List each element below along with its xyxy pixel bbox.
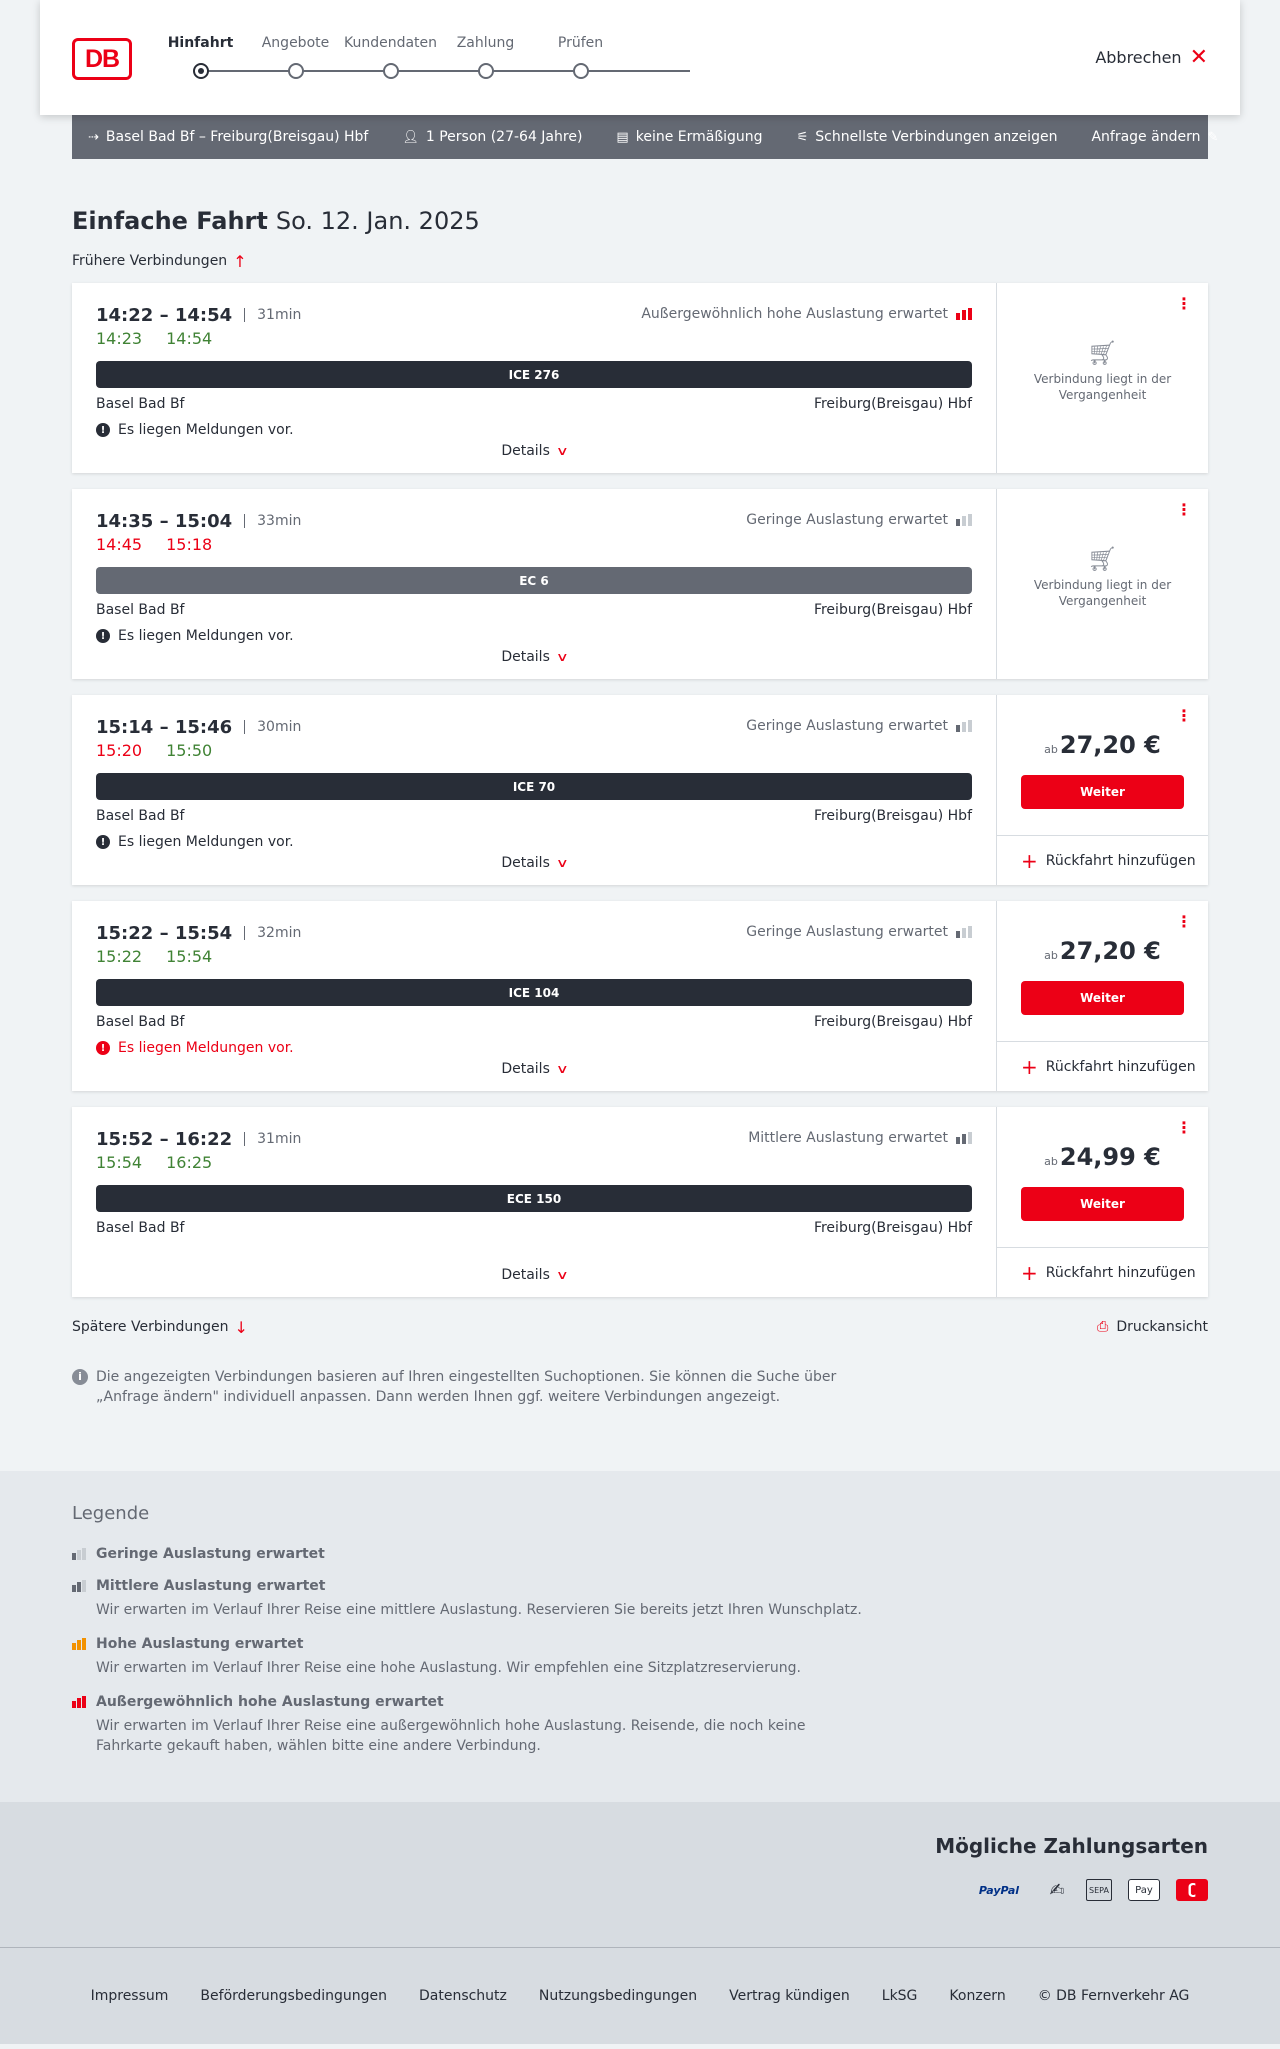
details-label: Details: [501, 1267, 550, 1283]
message-text: Es liegen Meldungen vor.: [118, 422, 294, 438]
message-text: Es liegen Meldungen vor.: [118, 1040, 294, 1056]
price-display: [997, 937, 1208, 965]
realtime-arrival: 15:54: [166, 947, 213, 966]
occupancy-exceptional-icon: [72, 1696, 88, 1708]
more-options-icon[interactable]: ⋮: [1176, 500, 1192, 519]
legend-title: Legende: [72, 1503, 150, 1524]
trip-duration: 30min: [244, 720, 301, 734]
trip-duration: 31min: [244, 1132, 301, 1146]
realtime-arrival: 16:25: [166, 1153, 213, 1172]
occupancy-text: Mittlere Auslastung erwartet: [748, 1130, 948, 1146]
booking-progress-steps: [167, 35, 730, 85]
step-label: Kundendaten: [343, 35, 438, 51]
alert-icon: !: [96, 1041, 110, 1055]
step-pruefen[interactable]: [518, 35, 643, 55]
realtime-times: [96, 535, 972, 555]
print-view-link[interactable]: [1097, 1319, 1208, 1335]
price-value: 27,20 €: [1059, 731, 1161, 759]
connection-past-notice: [997, 545, 1208, 609]
trip-duration: 31min: [244, 308, 301, 322]
footer-link-lksg[interactable]: LkSG: [881, 1988, 918, 2004]
connection-details: [72, 489, 996, 679]
db-logo[interactable]: DB: [72, 38, 132, 80]
more-options-icon[interactable]: ⋮: [1176, 706, 1192, 725]
connection-message[interactable]: [96, 1038, 972, 1058]
footer-link-datenschutz[interactable]: Datenschutz: [418, 1988, 507, 2004]
connection-message[interactable]: [96, 626, 972, 646]
cart-unavailable-icon: 🛒︎: [1087, 545, 1118, 573]
legend-section: [0, 1471, 1280, 1802]
plus-icon: +: [1021, 1260, 1038, 1285]
occupancy-icon: [956, 514, 972, 526]
destination-station: Freiburg(Breisgau) Hbf: [813, 396, 972, 412]
realtime-departure: 14:23: [96, 329, 143, 348]
legend-item-title: Mittlere Auslastung erwartet: [96, 1578, 326, 1594]
realtime-arrival: 14:54: [166, 329, 213, 348]
db-bonus-icon: ʗ: [1176, 1879, 1208, 1901]
realtime-times: [96, 1153, 972, 1173]
connection-card[interactable]: [72, 695, 1208, 885]
occupancy-icon: [956, 1132, 972, 1144]
arrow-down-icon: ↓: [234, 1317, 248, 1337]
destination-station: Freiburg(Breisgau) Hbf: [813, 1220, 972, 1236]
add-return-trip-button[interactable]: [997, 835, 1208, 885]
step-dot: [478, 63, 494, 79]
edit-request-button[interactable]: [1091, 129, 1218, 145]
search-info-note: [72, 1367, 862, 1407]
details-label: Details: [501, 443, 550, 459]
step-dot: [383, 63, 399, 79]
later-connections-link[interactable]: [72, 1318, 248, 1337]
edit-request-label: Anfrage ändern: [1091, 129, 1201, 145]
price-display: [997, 731, 1208, 759]
connection-details: [72, 901, 996, 1091]
message-text: Es liegen Meldungen vor.: [118, 628, 294, 644]
scheduled-times: 15:52 – 16:22: [96, 1128, 233, 1150]
scheduled-times: 14:35 – 15:04: [96, 510, 233, 532]
price-prefix: ab: [1044, 949, 1058, 962]
connection-list: [72, 283, 1208, 1297]
connection-details: [72, 695, 996, 885]
step-dot: [193, 63, 209, 79]
step-label: Zahlung: [456, 35, 515, 51]
origin-station: Basel Bad Bf: [96, 1220, 185, 1236]
footer-copyright: © DB Fernverkehr AG: [1037, 1988, 1190, 2004]
offer-panel: [996, 1107, 1208, 1297]
stations-row: [96, 1220, 972, 1240]
occupancy-indicator: [746, 924, 972, 940]
realtime-departure: 14:45: [96, 535, 143, 554]
earlier-connections-link[interactable]: [72, 251, 1208, 271]
train-segment-bar[interactable]: ECE 150: [96, 1185, 972, 1212]
arrow-up-icon: ↑: [233, 251, 247, 271]
passenger-summary[interactable]: [402, 129, 582, 145]
plus-icon: +: [1021, 848, 1038, 873]
alert-icon: !: [96, 835, 110, 849]
occupancy-high-icon: [72, 1638, 88, 1650]
origin-station: Basel Bad Bf: [96, 1014, 185, 1030]
occupancy-indicator: [746, 512, 972, 528]
offer-panel: [996, 489, 1208, 679]
footer-link-vertrag-kuendigen[interactable]: Vertrag kündigen: [729, 1988, 850, 2004]
direct-debit-hand-icon: ✍: [1049, 1879, 1065, 1901]
scheduled-times: 15:14 – 15:46: [96, 716, 233, 738]
main-content: [72, 207, 1208, 1407]
past-text: Verbindung liegt in der Vergangenheit: [1033, 372, 1172, 402]
footer-link-konzern[interactable]: Konzern: [949, 1988, 1006, 2004]
cart-unavailable-icon: 🛒︎: [1087, 339, 1118, 367]
details-label: Details: [501, 1061, 550, 1077]
chevron-down-icon: ∨: [555, 1268, 569, 1282]
step-label: Prüfen: [557, 35, 604, 51]
page-header: [40, 0, 1240, 115]
price-prefix: ab: [1044, 743, 1058, 756]
stations-row: [96, 1014, 972, 1034]
offer-panel: [996, 695, 1208, 885]
apple-pay-label: Pay: [1135, 1884, 1153, 1896]
destination-station: Freiburg(Breisgau) Hbf: [813, 1014, 972, 1030]
stations-row: [96, 808, 972, 828]
occupancy-indicator: [641, 306, 972, 322]
close-icon: ✕: [1189, 44, 1208, 70]
add-return-trip-button[interactable]: [997, 1041, 1208, 1091]
offer-panel: [996, 901, 1208, 1091]
train-segment-bar[interactable]: ICE 276: [96, 361, 972, 388]
stations-row: [96, 396, 972, 416]
chevron-down-icon: ∨: [555, 444, 569, 458]
alert-icon: !: [96, 629, 110, 643]
connection-details: [72, 1107, 996, 1297]
price-value: 24,99 €: [1059, 1143, 1161, 1171]
price-display: [997, 1143, 1208, 1171]
trip-duration: 32min: [244, 926, 301, 940]
realtime-departure: 15:54: [96, 1153, 143, 1172]
past-text: Verbindung liegt in der Vergangenheit: [1033, 578, 1172, 608]
earlier-label: Frühere Verbindungen: [72, 253, 228, 269]
continue-button[interactable]: Weiter: [1021, 1187, 1184, 1221]
realtime-arrival: 15:50: [166, 741, 213, 760]
train-segment-bar[interactable]: EC 6: [96, 567, 972, 594]
alert-icon: !: [96, 423, 110, 437]
route-summary[interactable]: [88, 129, 368, 145]
plus-icon: +: [1021, 1054, 1038, 1079]
payment-title: Mögliche Zahlungsarten: [935, 1834, 1208, 1858]
return-label: Rückfahrt hinzufügen: [1045, 1058, 1196, 1075]
connection-card[interactable]: [72, 901, 1208, 1091]
details-label: Details: [501, 855, 550, 871]
cancel-button[interactable]: [1095, 44, 1208, 70]
connection-message[interactable]: [96, 420, 972, 440]
return-label: Rückfahrt hinzufügen: [1045, 852, 1196, 869]
title-trip-type: Einfache Fahrt: [72, 207, 268, 235]
price-prefix: ab: [1044, 1155, 1058, 1168]
train-segment-bar[interactable]: ICE 70: [96, 773, 972, 800]
details-toggle[interactable]: [72, 1267, 996, 1283]
footer-link-nutzungsbedingungen[interactable]: Nutzungsbedingungen: [538, 1988, 698, 2004]
details-toggle[interactable]: [72, 1061, 996, 1077]
info-text: Die angezeigten Verbindungen basieren auf Ihren eingestellten Suchoptionen. Sie können die Suche über „Anfrage ändern" individuell anpassen. Dann werden Ihnen ggf. weitere Verbindungen angezeigt.: [96, 1369, 837, 1405]
route-text: Basel Bad Bf – Freiburg(Breisgau) Hbf: [105, 129, 369, 145]
later-row: [72, 1317, 1208, 1337]
chevron-down-icon: ∨: [555, 856, 569, 870]
page-footer: [0, 1947, 1280, 2044]
legend-item-title: Außergewöhnlich hohe Auslastung erwartet: [96, 1694, 444, 1710]
add-return-trip-button[interactable]: [997, 1247, 1208, 1297]
message-text: Es liegen Meldungen vor.: [118, 834, 294, 850]
realtime-departure: 15:20: [96, 741, 143, 760]
print-label: Druckansicht: [1116, 1319, 1208, 1335]
legend-item-desc: Wir erwarten im Verlauf Ihrer Reise eine außergewöhnlich hohe Auslastung. Reisende, die noch keine Fahrkarte gekauft haben, wählen bitte eine andere Verbindung.: [96, 1718, 806, 1754]
realtime-times: [96, 329, 972, 349]
legend-item-desc: Wir erwarten im Verlauf Ihrer Reise eine hohe Auslastung. Wir empfehlen eine Sitzplatzreservierung.: [96, 1660, 801, 1676]
occupancy-text: Außergewöhnlich hohe Auslastung erwartet: [641, 306, 948, 322]
origin-station: Basel Bad Bf: [96, 808, 185, 824]
step-dot: [573, 63, 589, 79]
apple-pay-icon: [1128, 1879, 1160, 1901]
page-title: [72, 207, 1208, 235]
legend-item-exceptional: [72, 1694, 1208, 1756]
payment-methods-section: [0, 1802, 1280, 1947]
sepa-icon: SEPA: [1086, 1879, 1112, 1901]
details-toggle[interactable]: [72, 649, 996, 665]
connection-past-notice: [997, 339, 1208, 403]
more-options-icon[interactable]: ⋮: [1176, 912, 1192, 931]
details-toggle[interactable]: [72, 443, 996, 459]
pencil-icon: ✎: [1207, 129, 1219, 145]
occupancy-text: Geringe Auslastung erwartet: [746, 512, 948, 528]
return-label: Rückfahrt hinzufügen: [1045, 1264, 1196, 1281]
train-segment-bar[interactable]: ICE 104: [96, 979, 972, 1006]
legend-item-low: [72, 1546, 1208, 1562]
occupancy-text: Geringe Auslastung erwartet: [746, 718, 948, 734]
realtime-departure: 15:22: [96, 947, 143, 966]
printer-icon: ⎙: [1097, 1319, 1109, 1335]
stations-row: [96, 602, 972, 622]
paypal-icon: PayPal: [978, 1883, 1020, 1897]
payment-icons: [970, 1879, 1208, 1901]
occupancy-medium-icon: [72, 1580, 88, 1592]
step-label: Hinfahrt: [167, 35, 234, 51]
step-label: Angebote: [261, 35, 330, 51]
search-option-text: Schnellste Verbindungen anzeigen: [815, 129, 1058, 145]
title-date: So. 12. Jan. 2025: [275, 207, 480, 235]
person-icon: 👤︎: [402, 129, 419, 145]
more-options-icon[interactable]: ⋮: [1176, 1118, 1192, 1137]
connection-details: [72, 283, 996, 473]
search-option-summary[interactable]: [797, 129, 1058, 145]
footer-link-befoerderungsbedingungen[interactable]: Beförderungsbedingungen: [200, 1988, 387, 2004]
destination-station: Freiburg(Breisgau) Hbf: [813, 808, 972, 824]
passenger-text: 1 Person (27-64 Jahre): [425, 129, 583, 145]
search-summary-bar: [72, 115, 1219, 159]
chevron-down-icon: ∨: [555, 1062, 569, 1076]
connection-card[interactable]: [72, 283, 1208, 473]
origin-station: Basel Bad Bf: [96, 602, 185, 618]
discount-text: keine Ermäßigung: [635, 129, 763, 145]
realtime-times: [96, 741, 972, 761]
occupancy-indicator: [748, 1130, 972, 1146]
details-label: Details: [501, 649, 550, 665]
continue-button[interactable]: Weiter: [1021, 775, 1184, 809]
later-label: Spätere Verbindungen: [72, 1319, 229, 1335]
info-icon: i: [72, 1369, 88, 1385]
occupancy-indicator: [746, 718, 972, 734]
destination-station: Freiburg(Breisgau) Hbf: [813, 602, 972, 618]
occupancy-icon: [956, 926, 972, 938]
realtime-arrival: 15:18: [166, 535, 213, 554]
occupancy-text: Geringe Auslastung erwartet: [746, 924, 948, 940]
step-dot: [288, 63, 304, 79]
cancel-label: Abbrechen: [1095, 48, 1182, 67]
continue-button[interactable]: Weiter: [1021, 981, 1184, 1015]
origin-station: Basel Bad Bf: [96, 396, 185, 412]
legend-item-medium: [72, 1578, 1208, 1620]
route-arrow-icon: ⇢: [88, 129, 99, 145]
realtime-times: [96, 947, 972, 967]
more-options-icon[interactable]: ⋮: [1176, 294, 1192, 313]
legend-item-high: [72, 1636, 1208, 1678]
offer-panel: [996, 283, 1208, 473]
legend-item-desc: Wir erwarten im Verlauf Ihrer Reise eine mittlere Auslastung. Reservieren Sie bereits jetzt Ihren Wunschplatz.: [96, 1602, 862, 1618]
legend-item-title: Geringe Auslastung erwartet: [96, 1546, 325, 1562]
legend-item-title: Hohe Auslastung erwartet: [96, 1636, 304, 1652]
scheduled-times: 15:22 – 15:54: [96, 922, 233, 944]
connection-card[interactable]: [72, 489, 1208, 679]
chevron-down-icon: ∨: [555, 650, 569, 664]
footer-link-impressum[interactable]: Impressum: [90, 1988, 169, 2004]
discount-summary[interactable]: [616, 129, 762, 145]
scheduled-times: 14:22 – 14:54: [96, 304, 233, 326]
card-icon: ▤: [616, 129, 629, 145]
connection-card[interactable]: [72, 1107, 1208, 1297]
occupancy-low-icon: [72, 1548, 88, 1560]
details-toggle[interactable]: [72, 855, 996, 871]
occupancy-icon: [956, 720, 972, 732]
occupancy-icon: [956, 308, 972, 320]
connection-message[interactable]: [96, 832, 972, 852]
filter-icon: ⚟: [796, 129, 809, 145]
trip-duration: 33min: [244, 514, 301, 528]
progress-line: [200, 70, 690, 72]
price-value: 27,20 €: [1059, 937, 1161, 965]
